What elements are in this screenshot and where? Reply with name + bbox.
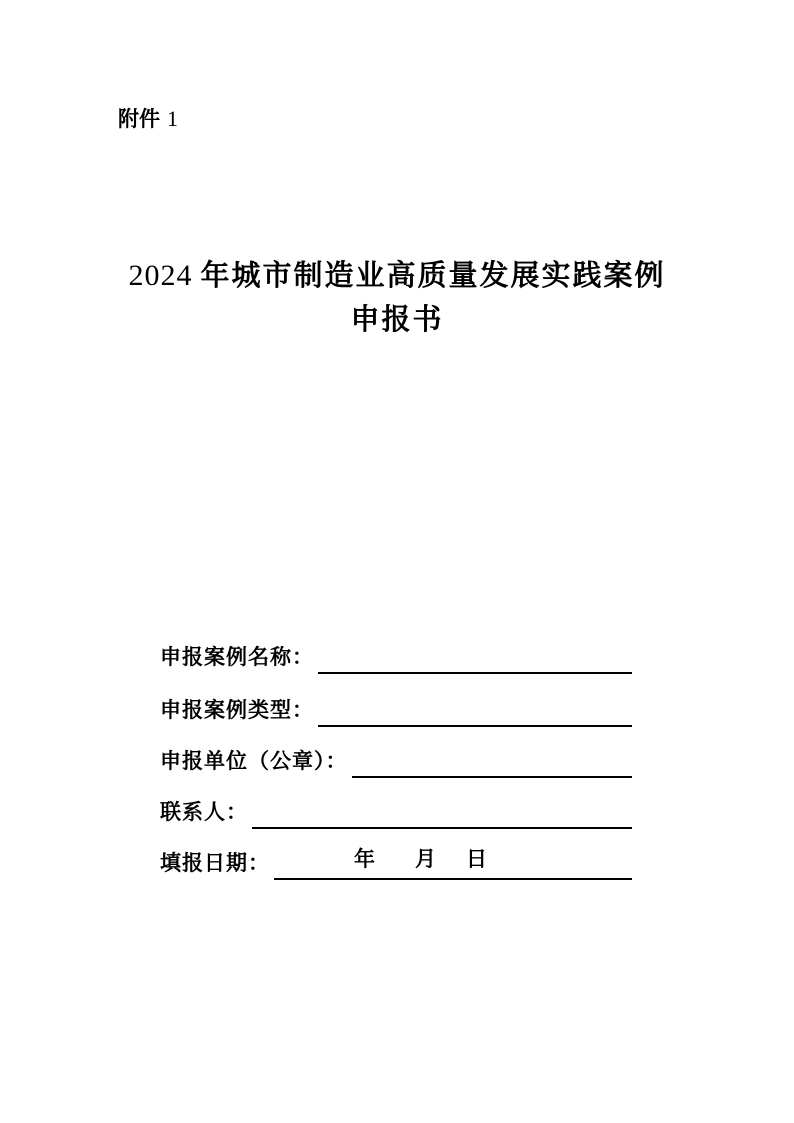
contact-person-label: 联系人： [160,801,248,824]
contact-person-fill-line [252,791,632,829]
field-row-contact-person [160,793,632,829]
case-name-fill-line [318,636,632,674]
attachment-number: 1 [167,106,178,131]
field-row-applicant-unit [160,742,632,778]
document-title [0,254,794,342]
case-name-label: 申报案例名称： [160,646,314,669]
title-year: 2024 [128,259,193,292]
field-row-case-name [160,638,632,674]
field-row-case-type [160,691,632,727]
case-type-fill-line [318,689,632,727]
field-row-fill-date [160,844,632,880]
fill-date-label: 填报日期： [160,852,270,875]
title-line-1 [0,254,794,298]
date-unit-year: 年 [354,848,375,871]
attachment-label [118,103,178,133]
title-line1-text: 年城市制造业高质量发展实践案例 [200,260,666,292]
case-type-label: 申报案例类型： [160,699,314,722]
applicant-unit-fill-line [352,740,633,778]
title-line-2: 申报书 [350,304,444,336]
date-unit-month: 月 [415,848,436,871]
fill-date-fill-line [274,842,632,880]
attachment-text: 附件 [118,108,160,131]
applicant-unit-label: 申报单位（公章）： [160,750,348,773]
date-unit-day: 日 [466,848,487,871]
